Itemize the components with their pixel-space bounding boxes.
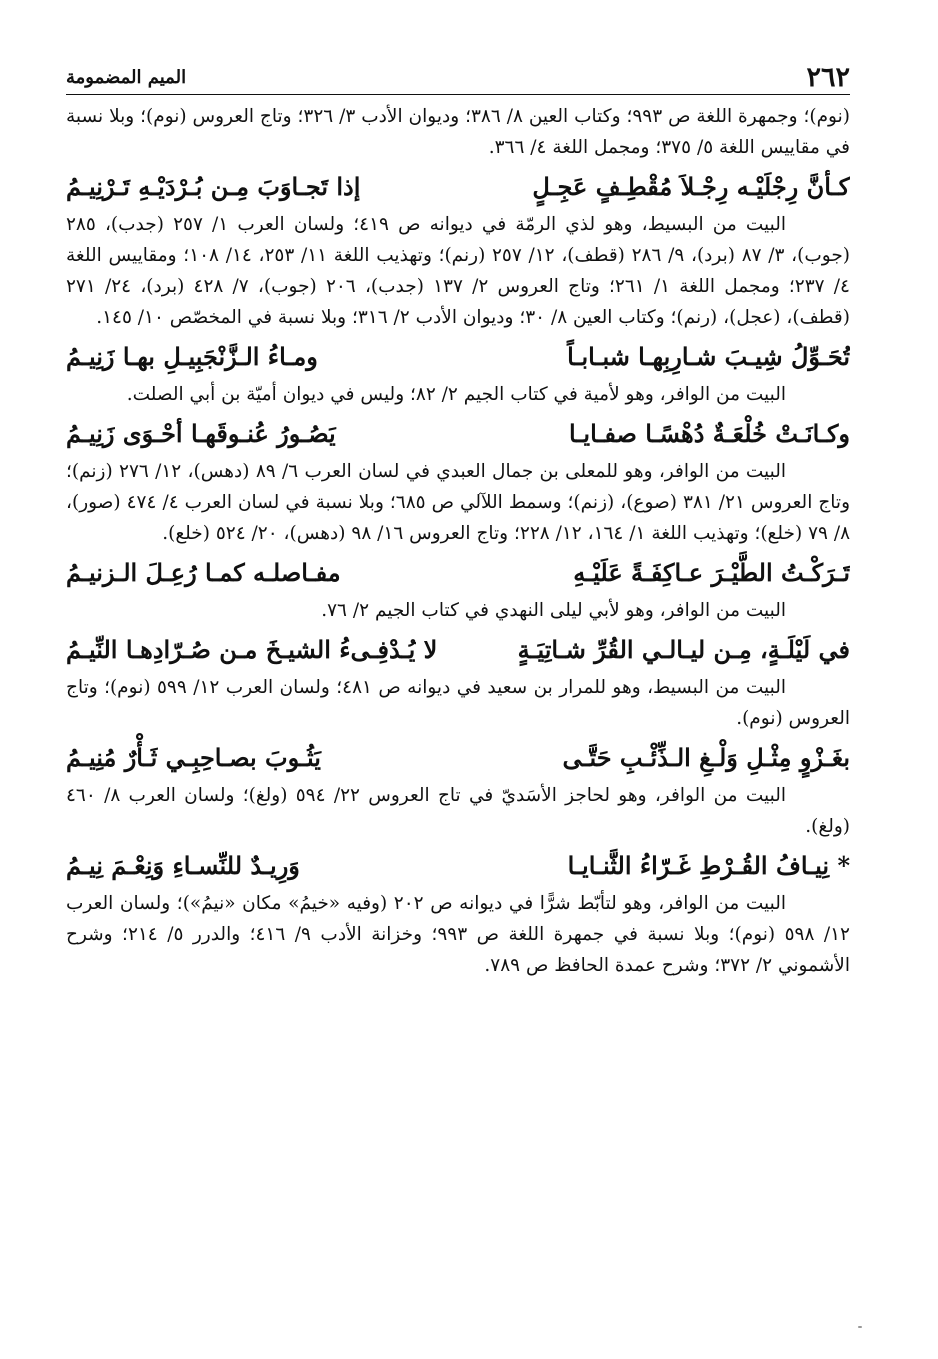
verse-first-hemistich: كـأنَّ رِجْلَيْـه رِجْـلاَ مُقْطِـفٍ عَجِـلٍ — [532, 172, 850, 201]
verse-second-hemistich: مفـاصلـه كمـا رُعِـلَ الـزنيـمُ — [66, 558, 341, 587]
verse-second-hemistich: يَثُـوبَ بصـاحِبِـي ثَـأْرٌ مُنِيـمُ — [66, 743, 321, 772]
verse-first-hemistich: وكـانَـتْ خُلْعَـةٌ دُهْسًـا صفـايـا — [569, 419, 850, 448]
section-title: الميم المضمومة — [66, 66, 187, 88]
verse-line — [66, 165, 850, 209]
verse-second-hemistich: وَرِيـدٌ للنِّسـاءِ وَنِعْـمَ نِيـمُ — [66, 851, 300, 880]
scan-speck — [858, 1326, 862, 1328]
citation-note: البيت من البسيط، وهو للمرار بن سعيد في ديوانه ص ٤٨١؛ ولسان العرب ١٢/ ٥٩٩ (نوم)؛ وتاج العروس (نوم). — [66, 677, 850, 729]
running-head — [66, 60, 850, 95]
verse-second-hemistich: لا يُـدْفِـىءُ الشيـخَ مـن صُـرّادِهـا النِّيـمُ — [66, 635, 438, 664]
verse-line — [66, 551, 850, 595]
citation-note: البيت من البسيط، وهو لذي الرمّة في ديوانه ص ٤١٩؛ ولسان العرب ١/ ٢٥٧ (جدب)، ٢٨٥ (جوب)، ٣/ ٨٧ (برد)، ٩/ ٢٨٦ (قطف)، ١٢/ ٢٥٧ (رنم)؛ وتهذيب اللغة ١١/ ٢٥٣، ١٤/ ١٠٨؛ ومقاييس اللغة ٤/ ٢٣٧؛ ومجمل اللغة ١/ ٢٦١؛ وتاج العروس ٢/ ١٣٧ (جدب)، ٢٠٦ (جوب)، ٧/ ٤٢٨ (برد)، ٢٤/ ٢٧١ (قطف)، (عجل)، (رنم)؛ وكتاب العين ٨/ ٣٠؛ وديوان الأدب ٢/ ٣١٦؛ وبلا نسبة في المخصّص ١٠/ ١٤٥. — [66, 214, 850, 328]
verse-line — [66, 412, 850, 456]
verse-line — [66, 335, 850, 379]
verse-first-hemistich: تُحَـوِّلُ شِيـبَ شـارِبِهـا شبـابـاً — [567, 342, 850, 371]
verse-second-hemistich: يَصُـورُ عُنـوقَهـا أحْـوَى زَنِيـمُ — [66, 419, 336, 448]
citation-note: البيت من الوافر، وهو لحاجز الأسَديّ في تاج العروس ٢٢/ ٥٩٤ (ولغ)؛ ولسان العرب ٨/ ٤٦٠ (ولغ). — [66, 785, 850, 837]
page-number: ٢٦٢ — [806, 61, 850, 93]
verse-first-hemistich: * نِيـافُ القُـرْطِ غَـرّاءُ الثَّنـايـا — [567, 851, 850, 880]
verse-first-hemistich: في لَيْلَـةٍ، مِـن ليـالـي القُرِّ شـاتِيَـةٍ — [517, 635, 850, 664]
verse-first-hemistich: بغَـزْوٍ مِثْـلِ وَلْـغِ الـذِّئْـبِ حَتَّـى — [562, 743, 850, 772]
verse-line — [66, 844, 850, 888]
verse-first-hemistich: تَـرَكْـتُ الطَّيْـرَ عـاكِفَـةً عَلَيْـهِ — [573, 558, 850, 587]
citation-note: البيت من الوافر، وهو لأمية في كتاب الجيم ٢/ ٨٢؛ وليس في ديوان أميّة بن أبي الصلت. — [126, 384, 786, 405]
verse-second-hemistich: ومـاءُ الـزَّنْجَبِيـلِ بهـا زَنِيـمُ — [66, 342, 318, 371]
citation-note: البيت من الوافر، وهو لأبي ليلى النهدي في كتاب الجيم ٢/ ٧٦. — [321, 600, 786, 621]
citation-note: البيت من الوافر، وهو لتأبّط شرًّا في ديوانه ص ٢٠٢ (وفيه «خيمُ» مكان «نيمُ»)؛ ولسان العرب ١٢/ ٥٩٨ (نوم)؛ وبلا نسبة في جمهرة اللغة ص ٩٩٣؛ وخزانة الأدب ٩/ ٤١٦؛ والدرر ٥/ ٢١٤؛ وشرح الأشموني ٢/ ٣٧٢؛ وشرح عمدة الحافظ ص ٧٨٩. — [66, 893, 850, 976]
verse-line — [66, 628, 850, 672]
verse-line — [66, 736, 850, 780]
citation-note: البيت من الوافر، وهو للمعلى بن جمال العبدي في لسان العرب ٦/ ٨٩ (دهس)، ١٢/ ٢٧٦ (زنم)؛ وتاج العروس ٢١/ ٣٨١ (صوع)، (زنم)؛ وسمط اللآلي ص ٦٨٥؛ وبلا نسبة في لسان العرب ٤/ ٤٧٤ (صور)، ٨/ ٧٩ (خلع)؛ وتهذيب اللغة ١/ ١٦٤، ١٢/ ٢٢٨؛ وتاج العروس ١٦/ ٩٨ (دهس)، ٢٠/ ٥٢٤ (خلع). — [66, 461, 850, 544]
verse-second-hemistich: إذا تَجـاوَبَ مِـن بُـرْدَيْـهِ تَـرْنِيـمُ — [66, 172, 361, 201]
entries — [66, 95, 850, 981]
citation-note: (نوم)؛ وجمهرة اللغة ص ٩٩٣؛ وكتاب العين ٨/ ٣٨٦؛ وديوان الأدب ٣/ ٣٢٦؛ وتاج العروس (نوم)؛ وبلا نسبة في مقاييس اللغة ٥/ ٣٧٥؛ ومجمل اللغة ٤/ ٣٦٦. — [66, 106, 850, 158]
book-page — [66, 60, 850, 1300]
